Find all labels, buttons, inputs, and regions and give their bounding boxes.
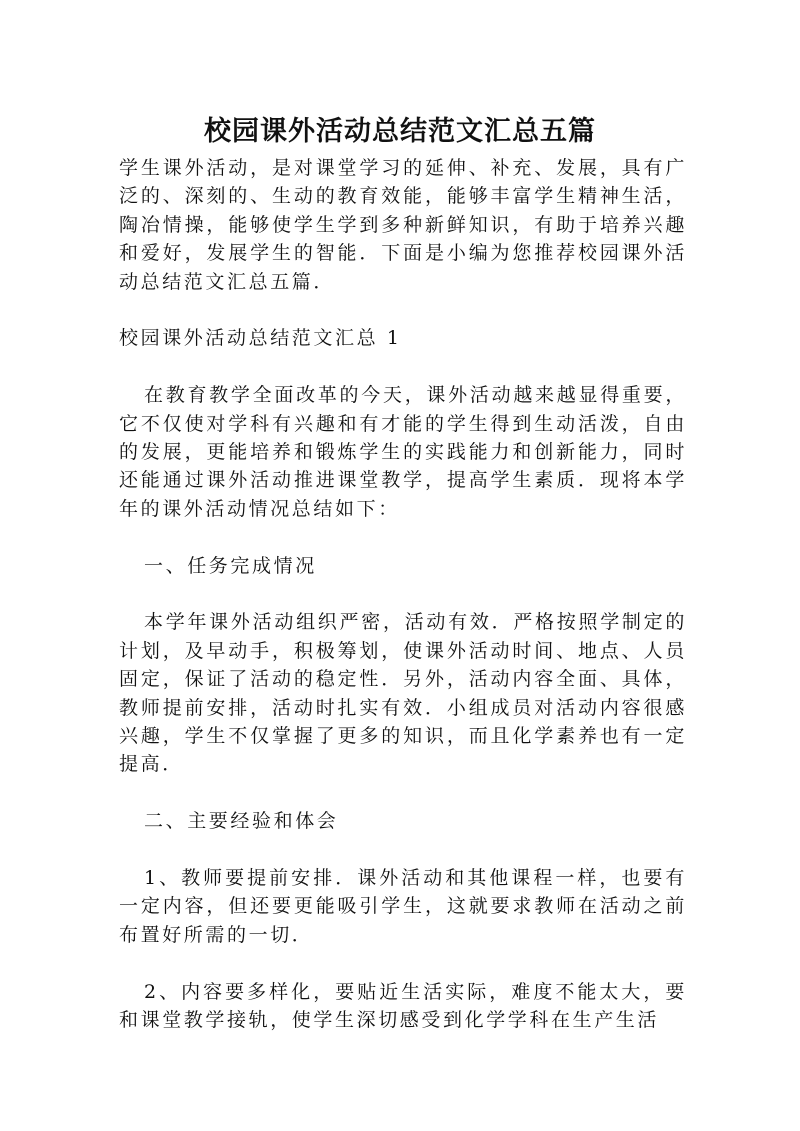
- subheading: 二、主要经验和体会: [144, 810, 339, 833]
- paragraph-gap: [119, 949, 687, 977]
- body-paragraph: 2、内容要多样化，要贴近生活实际，难度不能太大，要和课堂教学接轨，使学生深切感受到化学学科在生产生活: [119, 980, 687, 1032]
- document-title: 校园课外活动总结范文汇总五篇: [204, 116, 596, 147]
- document-body: [119, 154, 687, 1034]
- body-paragraph: 本学年课外活动组织严密，活动有效．严格按照学制定的计划，及早动手，积极筹划，使课外活动时间、地点、人员固定，保证了活动的稳定性．另外，活动内容全面、具体，教师提前安排，活动时扎实有效．小组成员对活动内容很感兴趣，学生不仅掌握了更多的知识，而且化学素养也有一定提高．: [119, 611, 687, 776]
- paragraph-gap: [119, 353, 687, 381]
- body-paragraph: 1、教师要提前安排．课外活动和其他课程一样，也要有一定内容，但还要更能吸引学生，这就要求教师在活动之前布置好所需的一切．: [119, 867, 687, 946]
- body-paragraph: 在教育教学全面改革的今天，课外活动越来越显得重要，它不仅使对学科有兴趣和有才能的学生得到生动活泼，自由的发展，更能培养和锻炼学生的实践能力和创新能力，同时还能通过课外活动推进课堂教学，提高学生素质．现将本学年的课外活动情况总结如下：: [119, 384, 687, 520]
- paragraph-gap: [119, 296, 687, 324]
- intro-paragraph: 学生课外活动，是对课堂学习的延伸、补充、发展，具有广泛的、深刻的、生动的教育效能，能够丰富学生精神生活，陶冶情操，能够使学生学到多种新鲜知识，有助于培养兴趣和爱好，发展学生的智能．下面是小编为您推荐校园课外活动总结范文汇总五篇．: [119, 157, 687, 293]
- paragraph-gap: [119, 580, 687, 608]
- section-heading: 校园课外活动总结范文汇总 1: [119, 327, 402, 350]
- paragraph-gap: [119, 836, 687, 864]
- paragraph-gap: [119, 779, 687, 807]
- subheading: 一、任务完成情况: [144, 554, 317, 577]
- paragraph-gap: [119, 523, 687, 551]
